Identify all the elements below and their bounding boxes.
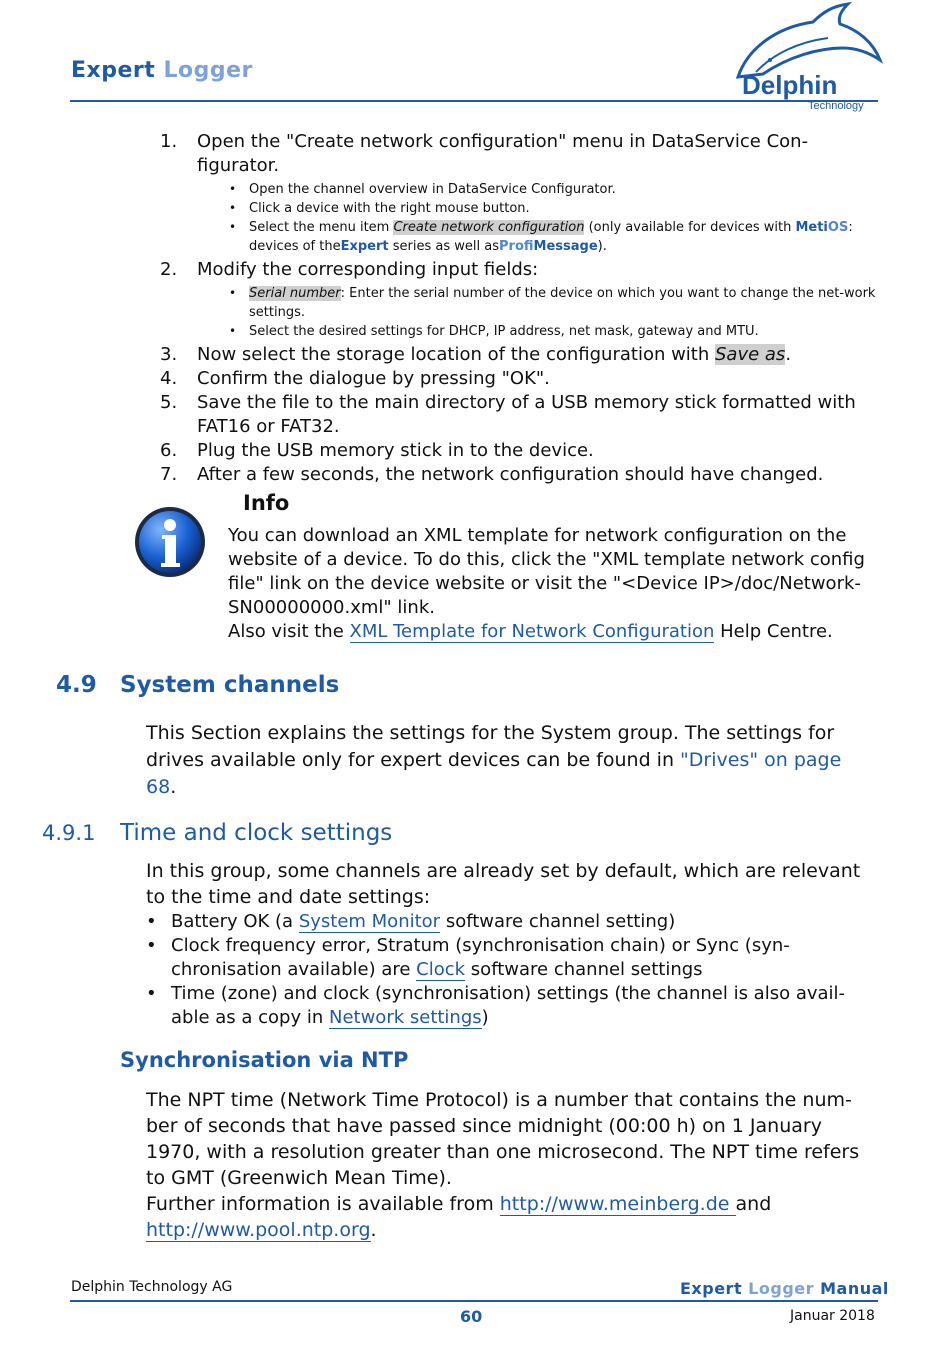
step-text: After a few seconds, the network configuration should have changed. xyxy=(197,464,824,485)
sub-text: series as well as xyxy=(388,239,499,254)
section-number: 4.9 xyxy=(56,672,97,698)
ntp-further-mid: and xyxy=(735,1193,772,1215)
ntp-further-pre: Further information is available from xyxy=(146,1193,500,1215)
profimessage-brand-b: Message xyxy=(533,239,598,254)
sub-item: • Select the desired settings for DHCP, IP address, net mask, gateway and MTU. xyxy=(249,322,880,341)
step-1 xyxy=(160,130,880,256)
header-title xyxy=(71,58,253,83)
step-4 xyxy=(160,367,880,391)
step-2 xyxy=(160,258,880,341)
menu-item-highlight: Create network configuration xyxy=(393,220,585,235)
step-5 xyxy=(160,391,880,439)
step-1-sublist xyxy=(249,180,880,256)
info-text: You can download an XML template for network configuration on the website of a device. To do this, click the "XML template network config file" link on the device website or visit the "<Device IP>/doc/Network-SN00000000.xml" link. xyxy=(228,525,865,618)
ntp-further-post: . xyxy=(370,1219,377,1241)
network-settings-link[interactable]: Network settings xyxy=(328,1007,482,1028)
field-highlight: Serial number xyxy=(249,286,341,301)
logo-subtext: Technology xyxy=(808,100,864,112)
footer-manual-manual: Manual xyxy=(820,1279,889,1298)
sub-text: ). xyxy=(597,239,607,254)
footer-date: Januar 2018 xyxy=(790,1308,875,1324)
step-3 xyxy=(160,343,880,367)
section-intro-text: This Section explains the settings for the System group. The settings for drives available only for expert devices can be found in xyxy=(146,722,835,771)
section-intro xyxy=(146,720,876,801)
step-2-sublist xyxy=(249,284,880,341)
sub-item xyxy=(249,218,880,256)
subsection-intro: In this group, some channels are already set by default, which are relevant to the time and date settings: xyxy=(146,860,861,908)
sub-text: Select the menu item xyxy=(249,220,394,235)
xml-template-link[interactable]: XML Template for Network Configuration xyxy=(349,621,715,642)
info-body xyxy=(228,524,878,644)
step-number: 2. xyxy=(160,259,178,280)
step-text: Confirm the dialogue by pressing "OK". xyxy=(197,368,550,389)
time-settings-list xyxy=(146,910,876,1030)
clock-link[interactable]: Clock xyxy=(416,959,466,980)
steps-list xyxy=(160,130,880,487)
sub-text: (only available for devices with xyxy=(584,220,796,235)
list-item xyxy=(146,910,876,934)
bullet-text: software channel settings xyxy=(465,959,703,980)
drives-page-link[interactable]: "Drives" on page 68 xyxy=(146,749,842,798)
ntp-body xyxy=(146,1087,876,1243)
step-text: Modify the corresponding input fields: xyxy=(197,259,539,280)
info-also xyxy=(228,620,878,644)
delphin-logo xyxy=(728,2,888,114)
step-number: 3. xyxy=(160,344,178,365)
sub-text: : Enter the serial number of the device on which you want to change the net-work settings. xyxy=(249,286,876,320)
sub-item: • Open the channel overview in DataService Configurator. xyxy=(249,180,880,199)
pool-ntp-link[interactable]: http://www.pool.ntp.org xyxy=(146,1219,371,1241)
section-title: System channels xyxy=(120,672,340,698)
bullet-text: Time (zone) and clock (synchronisation) settings (the channel is also avail-able as a copy in xyxy=(171,983,846,1028)
section-intro-end: . xyxy=(170,776,177,798)
subsection-number: 4.9.1 xyxy=(42,821,96,845)
system-monitor-link[interactable]: System Monitor xyxy=(298,911,441,932)
footer-divider xyxy=(70,1300,878,1302)
step-text: Now select the storage location of the configuration with xyxy=(197,344,715,365)
meinberg-link[interactable]: http://www.meinberg.de xyxy=(499,1193,736,1215)
logo-text: Delphin xyxy=(742,70,838,100)
bullet-text: Battery OK (a xyxy=(171,911,299,932)
step-7 xyxy=(160,463,880,487)
bullet-text: software channel setting) xyxy=(440,911,676,932)
ntp-further xyxy=(146,1191,876,1243)
info-also-pre: Also visit the xyxy=(228,621,350,642)
page-number: 60 xyxy=(460,1307,483,1326)
save-as-highlight: Save as xyxy=(715,344,786,365)
info-also-post: Help Centre. xyxy=(714,621,833,642)
step-number: 7. xyxy=(160,464,178,485)
header-title-expert: Expert xyxy=(71,58,156,83)
bullet-text: ) xyxy=(481,1007,489,1028)
metios-brand-a: Meti xyxy=(795,220,828,235)
subsection-heading xyxy=(42,820,392,846)
step-text-end: . xyxy=(785,344,792,365)
footer-company: Delphin Technology AG xyxy=(71,1279,233,1295)
step-text: Save the file to the main directory of a USB memory stick formatted with FAT16 or FAT32. xyxy=(197,392,856,437)
footer-manual-title xyxy=(680,1279,889,1298)
expert-brand: Expert xyxy=(340,239,389,254)
profimessage-brand-a: Profi xyxy=(499,239,534,254)
list-item xyxy=(146,934,876,982)
ntp-heading: Synchronisation via NTP xyxy=(120,1048,409,1072)
info-icon xyxy=(133,505,207,579)
sub-item xyxy=(249,284,880,322)
sub-item: • Click a device with the right mouse button. xyxy=(249,199,880,218)
info-heading: Info xyxy=(243,491,290,515)
step-6 xyxy=(160,439,880,463)
step-number: 5. xyxy=(160,392,178,413)
step-number: 6. xyxy=(160,440,178,461)
step-number: 1. xyxy=(160,131,178,152)
header-title-logger: Logger xyxy=(163,58,253,83)
ntp-text: The NPT time (Network Time Protocol) is a number that contains the num-ber of seconds that have passed since midnight (00:00 h) on 1 January 1970, with a resolution greater than one microsecond. The NPT time refers to GMT (Greenwich Mean Time). xyxy=(146,1089,860,1189)
bullet-text: Clock frequency error, Stratum (synchronisation chain) or Sync (syn-chronisation available) are xyxy=(171,935,790,980)
section-heading xyxy=(56,672,339,698)
footer-manual-expert: Expert xyxy=(680,1279,743,1298)
step-number: 4. xyxy=(160,368,178,389)
list-item xyxy=(146,982,876,1030)
sub-text: : devices of the xyxy=(249,220,853,254)
metios-brand-b: OS xyxy=(827,220,849,235)
step-text: Plug the USB memory stick in to the device. xyxy=(197,440,594,461)
footer-manual-logger: Logger xyxy=(748,1279,815,1298)
subsection-title: Time and clock settings xyxy=(120,820,393,846)
step-text: Open the "Create network configuration" menu in DataService Con-figurator. xyxy=(197,131,809,176)
